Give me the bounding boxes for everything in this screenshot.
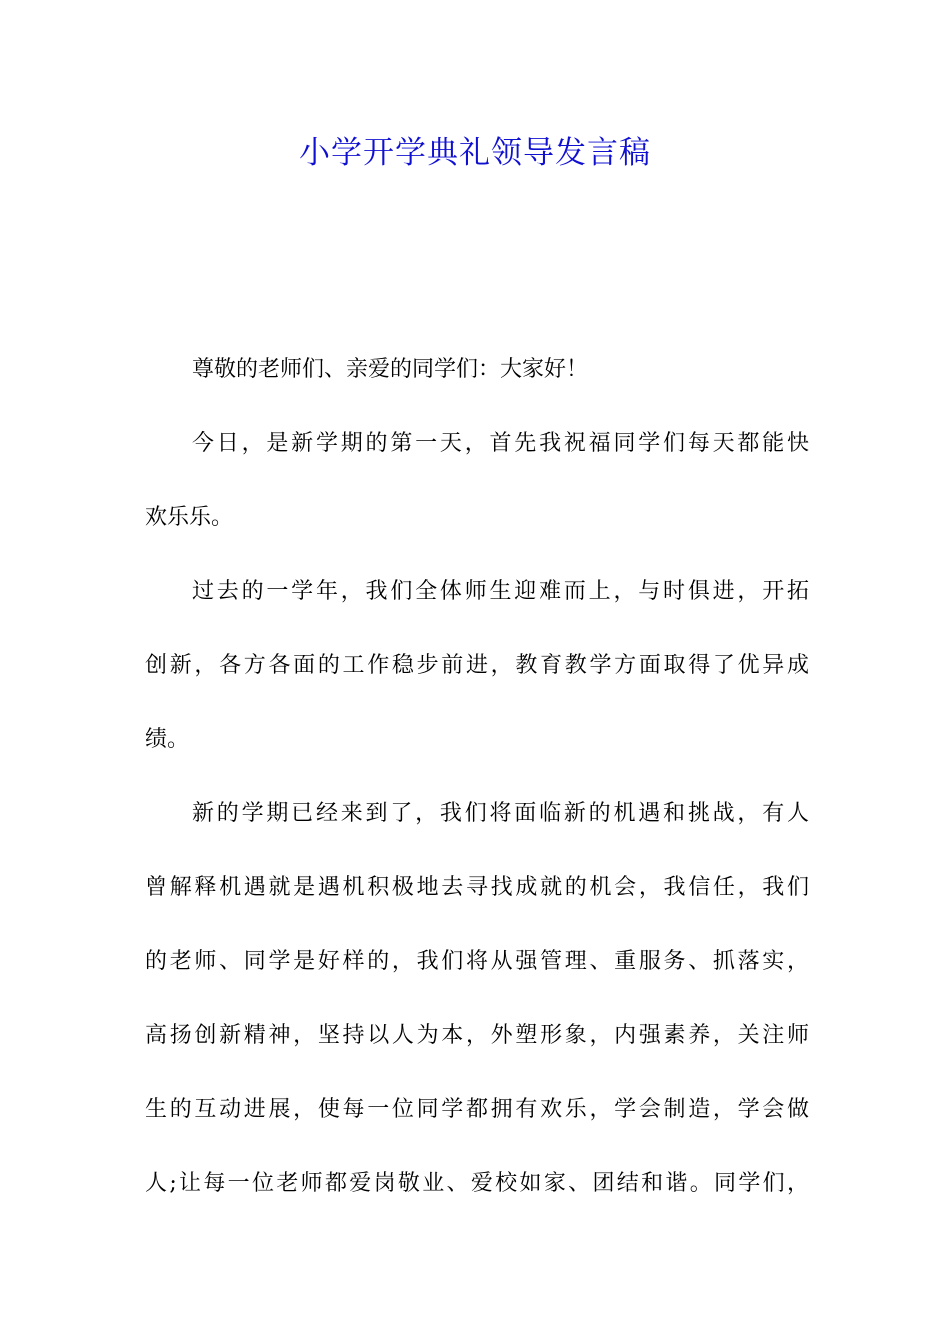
- paragraph-line: 高扬创新精神，坚持以人为本，外塑形象，内强素养，关注师: [145, 1023, 809, 1048]
- paragraph-line: 绩。: [145, 727, 190, 752]
- paragraph-line: 生的互动进展，使每一位同学都拥有欢乐，学会制造，学会做: [145, 1097, 809, 1122]
- paragraph-line: 过去的一学年，我们全体师生迎难而上，与时俱进，开拓: [192, 579, 809, 604]
- document-body: [145, 333, 809, 1221]
- paragraph-line: 人;让每一位老师都爱岗敬业、爱校如家、团结和谐。同学们，: [145, 1171, 809, 1196]
- paragraph-line: 欢乐乐。: [145, 505, 234, 530]
- document-title: 小学开学典礼领导发言稿: [299, 135, 651, 171]
- paragraph-line: 创新，各方各面的工作稳步前进，教育教学方面取得了优异成: [145, 653, 809, 678]
- paragraph-line: 曾解释机遇就是遇机积极地去寻找成就的机会，我信任，我们: [145, 875, 809, 900]
- paragraph-line: 今日，是新学期的第一天，首先我祝福同学们每天都能快: [192, 431, 809, 456]
- paragraph-line: 的老师、同学是好样的，我们将从强管理、重服务、抓落实，: [145, 949, 809, 974]
- paragraph-line: 新的学期已经来到了，我们将面临新的机遇和挑战，有人: [192, 801, 809, 826]
- paragraph-line: 尊敬的老师们、亲爱的同学们：大家好！: [192, 357, 589, 382]
